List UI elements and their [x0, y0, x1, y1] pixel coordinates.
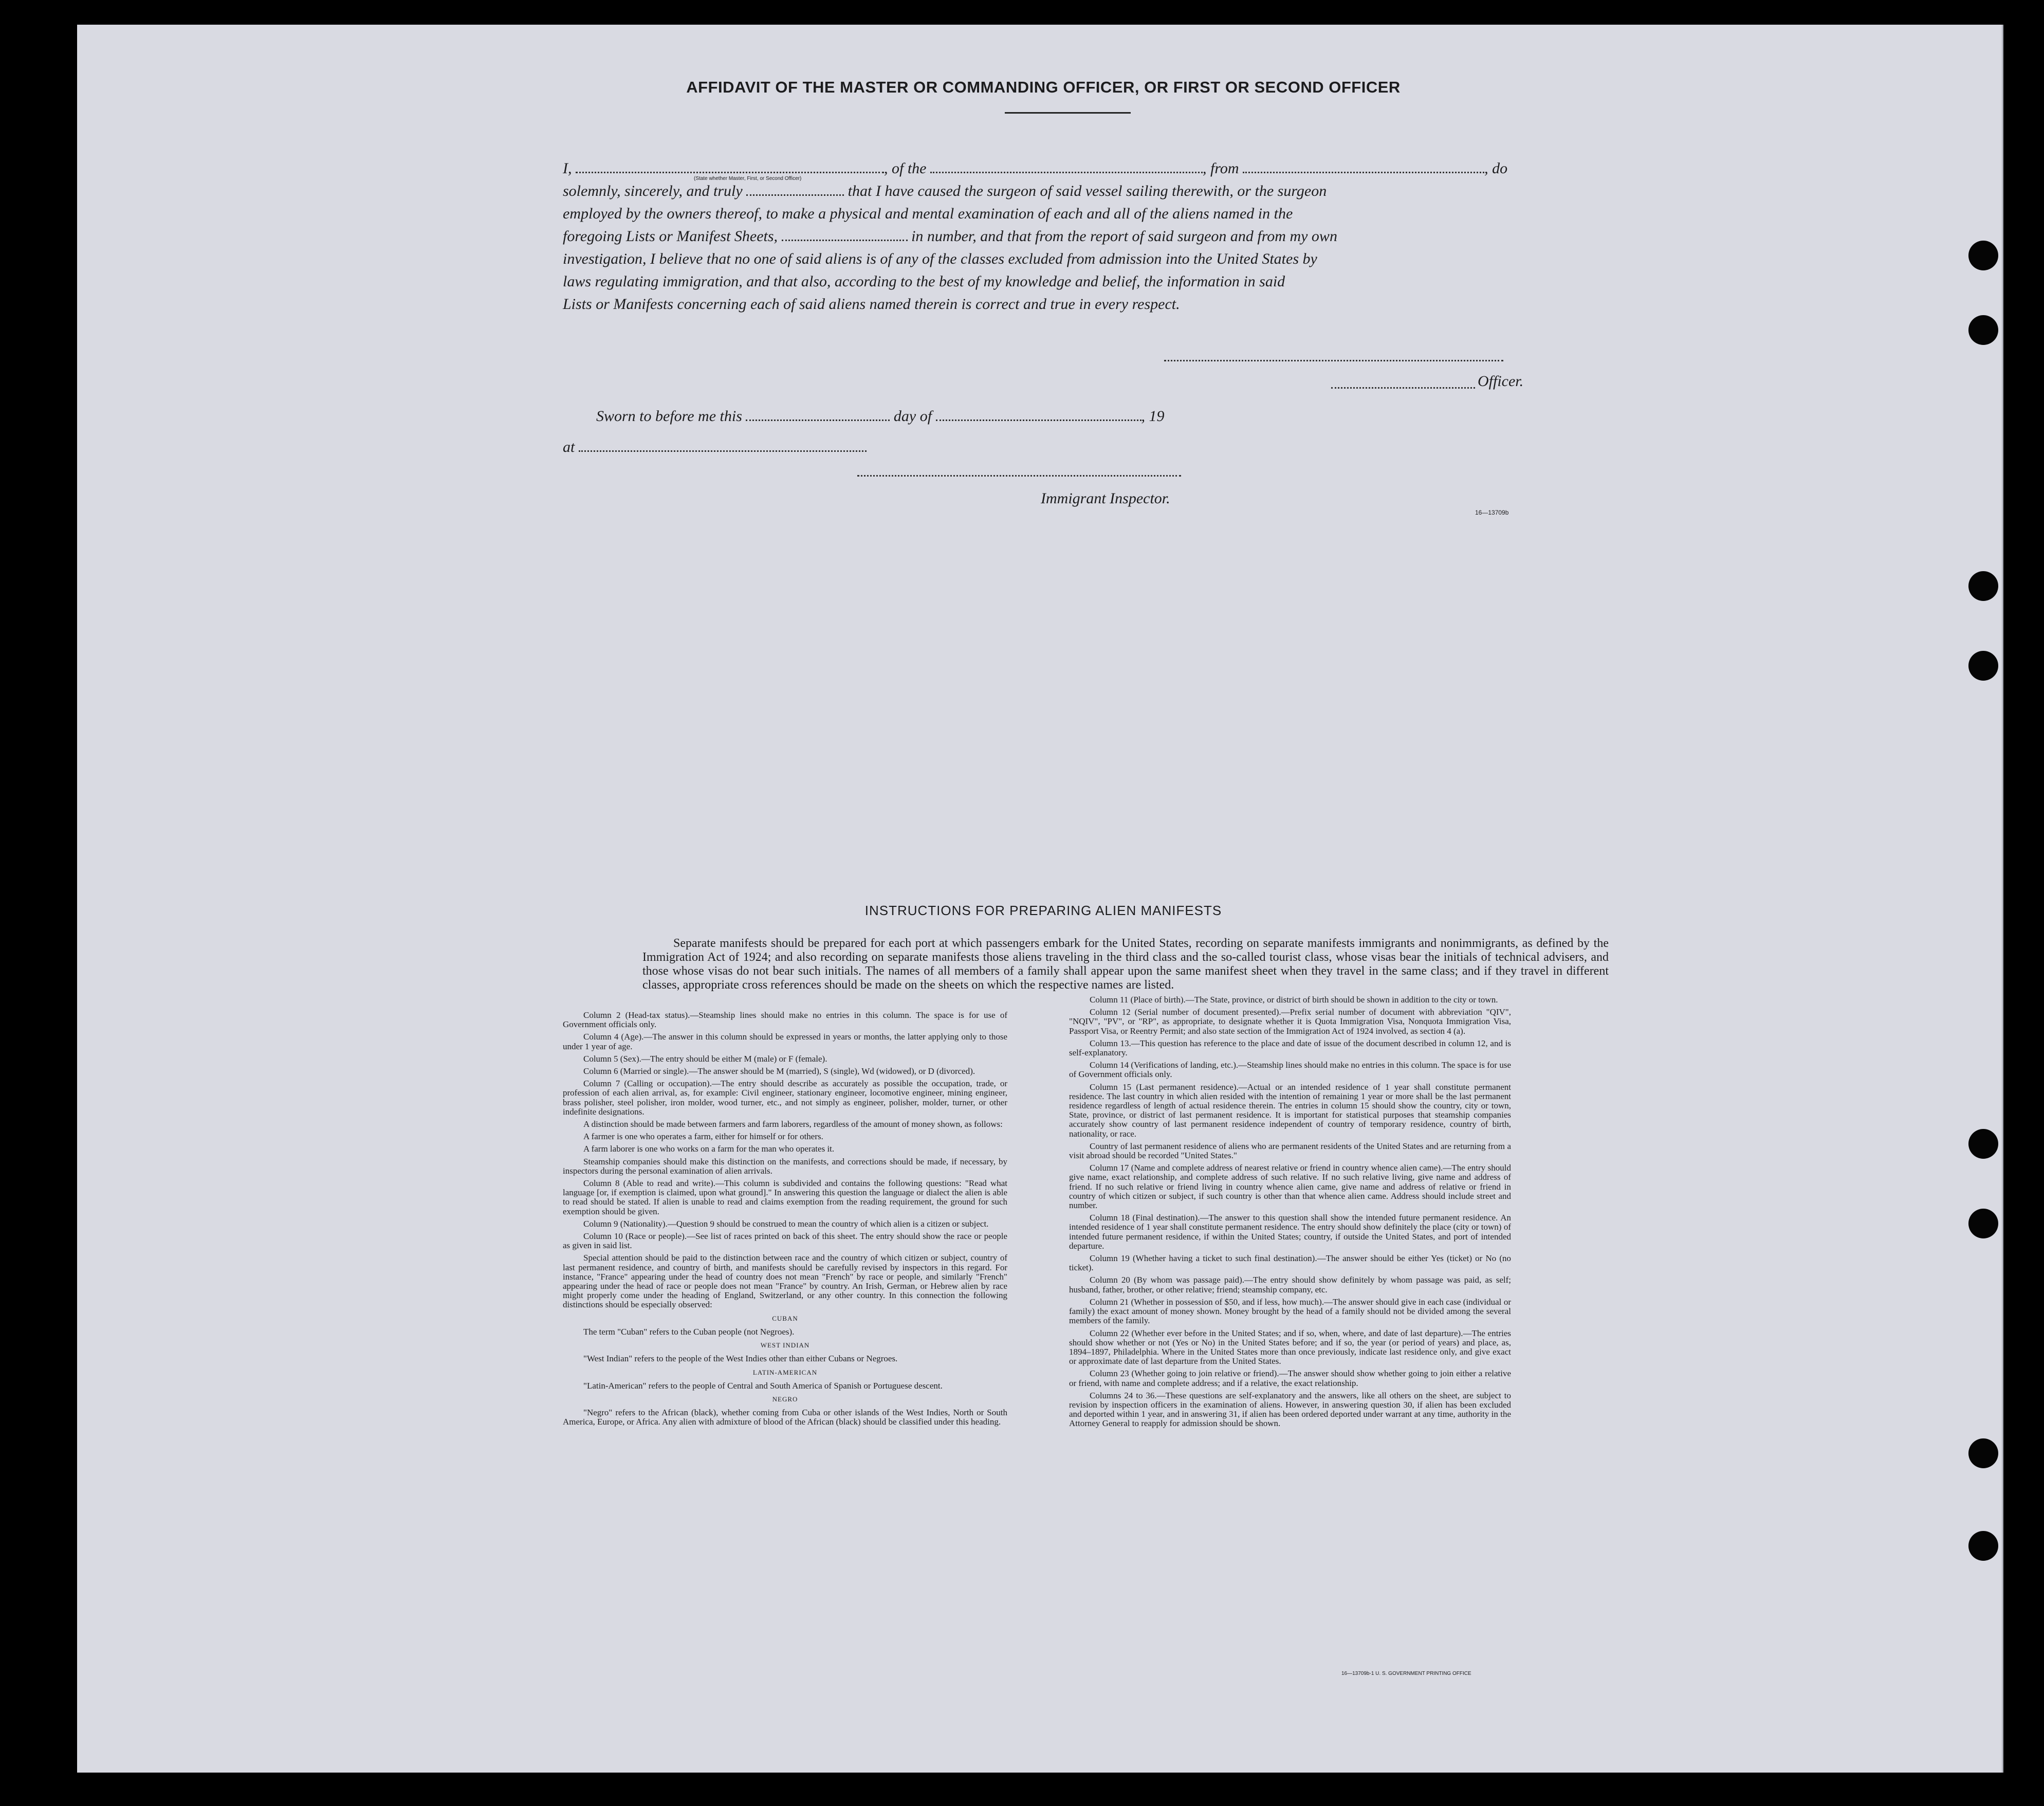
heading-negro: NEGRO [772, 1395, 798, 1403]
year-text: , 19 [1141, 408, 1165, 425]
affidavit-line-6: laws regulating immigration, and that also, according to the best of my knowledge and belief, the information in said [563, 273, 1285, 290]
vessel-name-blank[interactable] [930, 159, 1203, 173]
punch-hole-icon [1968, 1209, 1998, 1238]
punch-hole-icon [1968, 1129, 1998, 1159]
affidavit-of-the: , of the [884, 160, 927, 177]
heading-cuban: CUBAN [772, 1314, 798, 1322]
punch-hole-icon [1968, 315, 1998, 345]
left-paragraph: Column 10 (Race or people).—See list of races printed on back of this sheet. The entry should show the race or people as given in said list. [563, 1231, 1007, 1251]
affidavit-solemnly: solemnly, sincerely, and truly [563, 183, 743, 199]
right-paragraph: Column 17 (Name and complete address of nearest relative or friend in country whence alien came).—The entry should give name, exact relationship, and complete address of such relative. If no such relative living, give name and address of friend. If no such relative or friend living in country whence alien came, give name and address of relative or friend in country of which citizen or subject, if such country is other than that whence alien came. Address should include street and number. [1069, 1163, 1511, 1211]
affidavit-foregoing: foregoing Lists or Manifest Sheets, [563, 228, 778, 245]
instructions-left-column [563, 1011, 1007, 1430]
at-line [563, 436, 867, 459]
left-paragraph: Special attention should be paid to the distinction between race and the country of which citizen or subject, country of last permanent residence, and country of birth, and manifests should be carefully revised by inspectors in this regard. For instance, "France" appearing under the head of country does not mean "French" by race or people, and similarly "French" appearing under the head of race or people does not mean "France" by country. An Irish, German, or Hebrew alien by race might properly come under the heading of England, Switzerland, or any other country. In this connection the following distinctions should be especially observed: [563, 1253, 1007, 1310]
affidavit-line-7: Lists or Manifests concerning each of said aliens named therein is correct and true in every respect. [563, 296, 1180, 313]
punch-hole-icon [1968, 1531, 1998, 1561]
right-paragraph: Column 18 (Final destination).—The answer to this question shall show the intended future permanent residence. An intended residence of 1 year shall constitute permanent residence. The entry should show definitely the place (city or town) of intended future permanent residence, if within the United States; country, if outside the United States, and port of intended departure. [1069, 1213, 1511, 1251]
officer-name-blank[interactable] [576, 159, 884, 173]
right-paragraph: Columns 24 to 36.—These questions are self-explanatory and the answers, like all others on the sheet, are subject to revision by inspection officers in the examination of aliens. However, in answering question 30, if alien has been excluded and deported within 1 year, and in answering 31, if alien has been ordered deported under warrant at any time, authority in the Attorney General to reapply for admission should be shown. [1069, 1390, 1511, 1429]
right-paragraph: Column 19 (Whether having a ticket to such final destination).—The answer should be either Yes (ticket) or No (no ticket). [1069, 1253, 1511, 1273]
affidavit-line-5: investigation, I believe that no one of said aliens is of any of the classes excluded from admission into the United States by [563, 250, 1317, 267]
affidavit-line-2 [563, 180, 1327, 203]
heading-west-indian: WEST INDIAN [760, 1341, 810, 1349]
sheet-count-blank[interactable] [782, 227, 908, 241]
at-place-blank[interactable] [579, 438, 867, 452]
inspector-label: Immigrant Inspector. [1041, 490, 1170, 507]
swear-blank[interactable] [746, 182, 844, 196]
form-number: 16—13709b [1475, 509, 1509, 516]
punch-hole-icon [1968, 571, 1998, 601]
right-paragraph: Column 15 (Last permanent residence).—Actual or an intended residence of 1 year shall constitute permanent residence. The last country in which alien resided with the intention of remaining 1 year or more shall be the last permanent residence regardless of length of actual residence therein. The entries in column 15 should show the country, city or town, State, province, or district of last permanent residence. It is important for statistical purposes that steamship companies accurately show country of last permanent residence independent of country of temporary residence, country of birth, nationality, or race. [1069, 1082, 1511, 1139]
sworn-day-blank[interactable] [746, 407, 890, 421]
state-note: (State whether Master, First, or Second Officer) [694, 176, 802, 181]
affidavit-i: I, [563, 160, 572, 177]
west-indian-text: "West Indian" refers to the people of the West Indies other than either Cubans or Negroes. [583, 1354, 898, 1364]
heading-latin-american: LATIN-AMERICAN [752, 1368, 818, 1376]
manifest-sheet [77, 25, 2003, 1773]
instructions-right-column [1069, 995, 1511, 1432]
right-paragraph: Column 20 (By whom was passage paid).—The entry should show definitely by whom passage was paid, as self; husband, father, brother, or other relative; friend; steamship company, etc. [1069, 1275, 1511, 1294]
left-paragraph: Steamship companies should make this distinction on the manifests, and corrections should be made, if necessary, by inspectors during the personal examination of alien arrivals. [563, 1156, 1007, 1176]
right-paragraph: Column 13.—This question has reference to the place and date of issue of the document described in column 12, and is self-explanatory. [1069, 1038, 1511, 1058]
affidavit-line-3: employed by the owners thereof, to make a physical and mental examination of each and all of the aliens named in the [563, 205, 1293, 222]
port-blank[interactable] [1243, 159, 1484, 173]
affidavit-title: AFFIDAVIT OF THE MASTER OR COMMANDING OFFICER, OR FIRST OR SECOND OFFICER [686, 78, 1401, 96]
at-text: at [563, 439, 575, 455]
left-paragraph: Column 5 (Sex).—The entry should be either M (male) or F (female). [583, 1053, 827, 1064]
day-of-text: day of [893, 408, 932, 425]
left-paragraph: A farm laborer is one who works on a farm for the man who operates it. [583, 1144, 835, 1154]
right-paragraph: Column 23 (Whether going to join relative or friend).—The answer should show whether going to join either a relative or friend, with name and complete address; and if a relative, the exact relationship. [1069, 1369, 1511, 1388]
title-underline [1005, 112, 1131, 114]
left-paragraph: Column 2 (Head-tax status).—Steamship lines should make no entries in this column. The space is for use of Government officials only. [563, 1010, 1007, 1030]
affidavit-do: , do [1484, 160, 1508, 177]
punch-hole-icon [1968, 241, 1998, 270]
cuban-text: The term "Cuban" refers to the Cuban people (not Negroes). [583, 1326, 795, 1337]
left-paragraph: Column 7 (Calling or occupation).—The entry should describe as accurately as possible the occupation, trade, or profession of each alien arrival, as, for example: Civil engineer, stationary engineer, locomotive engineer, mining engineer, brass polisher, steel polisher, iron molder, wood turner, etc., and not simply as engineer, polisher, molder, turner, or other indefinite designations. [563, 1079, 1007, 1117]
instructions-title: INSTRUCTIONS FOR PREPARING ALIEN MANIFESTS [864, 903, 1222, 918]
affidavit-surgeon: that I have caused the surgeon of said vessel sailing therewith, or the surgeon [848, 183, 1327, 199]
right-paragraph: Column 12 (Serial number of document presented).—Prefix serial number of document with abbreviation "QIV", "NQIV", "PV", or "RP", as appropriate, to designate whether it is Quota Immigration Visa, Nonquota Immigration Visa, Passport Visa, or Reentry Permit; and also state section of the Immigration Act of 1924 involved, as section 4 (a). [1069, 1007, 1511, 1036]
left-paragraph: Column 8 (Able to read and write).—This column is subdivided and contains the following questions: "Read what language [or, if exemption is claimed, upon what ground]." In answering this question the language or dialect the alien is able to read should be stated. If alien is unable to read and claims exemption from the reading requirement, the ground for such exemption should be given. [563, 1178, 1007, 1216]
right-paragraph: Column 21 (Whether in possession of $50, and if less, how much).—The answer should give in each case (individual or family) the exact amount of money shown. Money brought by the head of a family should not be divided among the several members of the family. [1069, 1297, 1511, 1326]
inspector-signature-line[interactable] [857, 475, 1181, 477]
negro-text: "Negro" refers to the African (black), whether coming from Cuba or other islands of the West Indies, North or South America, Europe, or Africa. Any alien with admixture of blood of the African (black) should be classified under this heading. [563, 1408, 1007, 1427]
affidavit-from: , from [1203, 160, 1239, 177]
sworn-line [596, 405, 1165, 428]
officer-title-line[interactable] [1331, 387, 1475, 389]
officer-signature-line[interactable] [1164, 360, 1503, 361]
printing-office-footer: 16—13709b-1 U. S. GOVERNMENT PRINTING OFFICE [1341, 1671, 1471, 1676]
sworn-month-blank[interactable] [936, 407, 1141, 421]
officer-label: Officer. [1478, 373, 1524, 390]
left-paragraph: A distinction should be made between farmers and farm laborers, regardless of the amount of money shown, as follows: [583, 1119, 1003, 1129]
left-paragraph: A farmer is one who operates a farm, either for himself or for others. [583, 1132, 823, 1142]
right-paragraph: Column 22 (Whether ever before in the United States; and if so, when, where, and date of last departure).—The entries should show whether or not (Yes or No) in the United States before; and if so, the year (or period of years) and place, as, 1894–1897, Philadelphia. Where in the United States more than once previously, indicate last residence only, and give exact or approximate date of last departure from the United States. [1069, 1328, 1511, 1366]
right-paragraph: Country of last permanent residence of aliens who are permanent residents of the United States and are returning from a visit abroad should be recorded "United States." [1069, 1141, 1511, 1161]
latin-american-text: "Latin-American" refers to the people of Central and South America of Spanish or Portuguese descent. [583, 1380, 943, 1391]
punch-hole-icon [1968, 651, 1998, 681]
sworn-text: Sworn to before me this [596, 408, 742, 425]
left-paragraph: Column 4 (Age).—The answer in this column should be expressed in years or months, the latter applying only to those under 1 year of age. [563, 1032, 1007, 1051]
affidavit-in-number: in number, and that from the report of said surgeon and from my own [911, 228, 1337, 245]
instructions-intro: Separate manifests should be prepared for each port at which passengers embark for the United States, recording on separate manifests immigrants and nonimmigrants, as defined by the Immigration Act of 1924; and also recording on separate manifests those aliens traveling in the third class and the so-called tourist class, whose visas bear the initials of technical advisers, and those whose visas do not bear such initials. The names of all members of a family shall appear upon the same manifest sheet when they travel in the same class; and if they travel in different classes, appropriate cross references should be made on the sheets on which the respective names are listed. [642, 937, 1609, 992]
punch-hole-icon [1968, 1438, 1998, 1468]
right-paragraph: Column 14 (Verifications of landing, etc.).—Steamship lines should make no entries in this column. The space is for use of Government officials only. [1069, 1060, 1511, 1080]
left-paragraph: Column 9 (Nationality).—Question 9 should be construed to mean the country of which alien is a citizen or subject. [583, 1218, 989, 1229]
left-paragraph: Column 6 (Married or single).—The answer should be M (married), S (single), Wd (widowed), or D (divorced). [583, 1066, 975, 1077]
affidavit-line-4 [563, 225, 1337, 248]
right-paragraph: Column 11 (Place of birth).—The State, province, or district of birth should be shown in addition to the city or town. [1090, 995, 1498, 1005]
